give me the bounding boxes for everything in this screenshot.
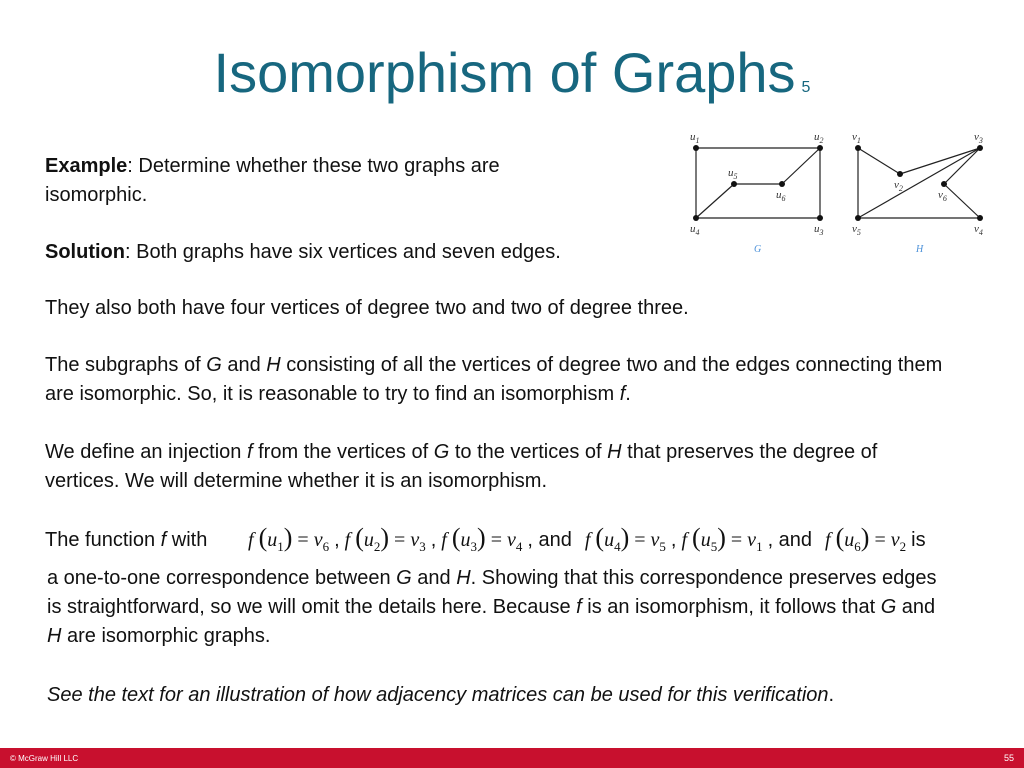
domain-index: 6 <box>854 539 861 554</box>
graph-h-ref: H <box>456 567 471 589</box>
subgraphs-text-2: and <box>221 354 267 376</box>
correspondence-text-3: . Showing that this correspondence preserves edges is straightforward, so we will omit the details here. Because <box>47 567 937 618</box>
label-v2: $v_2$ <box>894 179 903 193</box>
label-u4: $u_4$ <box>690 223 700 237</box>
label-u3: $u_3$ <box>814 223 824 237</box>
range-var: v <box>650 529 660 551</box>
edge-v2-v3 <box>900 148 980 174</box>
correspondence-text-4: is an isomorphism, it follows that <box>581 596 881 618</box>
domain-var: u <box>700 529 711 551</box>
domain-index: 4 <box>614 539 621 554</box>
vertex-v5 <box>855 215 861 221</box>
degrees-paragraph: They also both have four vertices of degree two and two of degree three. <box>45 297 689 319</box>
close-paren: ) <box>477 523 486 552</box>
graph-g-ref: G <box>206 354 222 376</box>
domain-var: u <box>363 529 374 551</box>
edge-u4-u5 <box>696 184 734 218</box>
domain-var: u <box>604 529 615 551</box>
vertex-v3 <box>977 145 983 151</box>
separator: , and <box>767 529 813 551</box>
injection-text-4: that preserves the degree of vertices. We will determine whether it is an isomorphism. <box>45 441 878 492</box>
function-intro-text-2: with <box>166 529 208 551</box>
range-var: v <box>506 529 516 551</box>
graph-g-caption: G <box>754 244 762 255</box>
vertex-v4 <box>977 215 983 221</box>
separator: , <box>430 529 437 551</box>
label-u1: $u_1$ <box>690 131 700 145</box>
correspondence-text-1: a one-to-one correspondence between <box>47 567 397 589</box>
copyright-text: © McGraw Hill LLC <box>10 754 79 763</box>
edge-v1-v2 <box>858 148 900 174</box>
function-f-ref: f <box>246 441 253 463</box>
graph-g-ref: G <box>396 567 412 589</box>
domain-var: u <box>460 529 471 551</box>
page-number: 55 <box>1003 753 1014 763</box>
injection-text-2: from the vertices of <box>252 441 434 463</box>
label-u2: $u_2$ <box>814 131 824 145</box>
separator: , and <box>527 529 572 551</box>
title-superscript: 5 <box>801 79 811 96</box>
mapping-formula <box>248 518 926 567</box>
vertex-u3 <box>817 215 823 221</box>
solution-paragraph <box>45 238 685 267</box>
subgraphs-text-3: consisting of all the vertices of degree two and the edges connecting them are isomorphic. So, it is reasonable to try to find an isomorphism <box>45 354 943 405</box>
solution-label: Solution <box>45 241 125 263</box>
domain-index: 1 <box>277 539 284 554</box>
range-var: v <box>747 529 757 551</box>
function-symbol: f <box>441 529 447 551</box>
graph-g-ref: G <box>433 441 450 463</box>
correspondence-text-2: and <box>411 567 457 589</box>
function-symbol: f <box>584 529 591 551</box>
close-paren: ) <box>860 523 870 552</box>
open-paren: ( <box>692 523 701 552</box>
slide-title <box>0 38 1024 123</box>
injection-text-1: We define an injection <box>45 441 247 463</box>
domain-index: 5 <box>710 539 718 554</box>
function-symbol: f <box>248 529 254 551</box>
range-index: 5 <box>659 539 666 554</box>
label-u5: $u_5$ <box>728 167 738 181</box>
function-intro <box>45 526 207 555</box>
mapping-item: f $(u_4) = v_5$ , <box>584 523 677 554</box>
solution-text: : Both graphs have six vertices and seven edges. <box>124 241 561 263</box>
vertex-u2 <box>817 145 823 151</box>
graph-g-edges <box>696 148 820 218</box>
domain-index: 3 <box>470 539 478 554</box>
graph-h-ref: H <box>47 625 62 647</box>
close-paren: ) <box>283 523 293 552</box>
vertex-v1 <box>855 145 861 151</box>
function-symbol: f <box>344 529 351 551</box>
subgraphs-paragraph <box>45 351 945 409</box>
injection-paragraph <box>45 438 945 496</box>
mapping-item: f $(u_1) = v_6$ , <box>248 523 340 554</box>
range-var: v <box>410 529 420 551</box>
vertex-u4 <box>693 215 699 221</box>
edge-u2-u6 <box>782 148 820 184</box>
open-paren: ( <box>258 523 268 552</box>
close-paren: ) <box>717 523 726 552</box>
mapping-item: f $(u_3) = v_4$ , and <box>441 523 572 554</box>
range-var: v <box>313 529 323 551</box>
correspondence-text-6: are isomorphic graphs. <box>61 625 271 647</box>
function-f-ref: f <box>160 529 167 551</box>
correspondence-paragraph <box>47 564 947 651</box>
range-index: 4 <box>515 539 523 554</box>
label-v3: $v_3$ <box>974 131 983 145</box>
example-label: Example <box>45 155 128 177</box>
mapping-item: f $(u_2) = v_3$ , <box>344 523 437 554</box>
vertex-u6 <box>779 181 785 187</box>
range-index: 2 <box>899 539 907 554</box>
subgraphs-text-4: . <box>625 383 631 405</box>
vertex-v2 <box>897 171 903 177</box>
range-index: 1 <box>756 539 763 554</box>
label-v4: $v_4$ <box>974 223 983 237</box>
mapping-item: f $(u_5) = v_1$ , and <box>681 523 813 554</box>
open-paren: ( <box>451 523 461 552</box>
function-intro-text-1: The function <box>45 529 161 551</box>
graph-g-vertices <box>693 145 823 221</box>
edge-v3-v5 <box>858 148 980 218</box>
close-paren: ) <box>620 523 630 552</box>
vertex-u5 <box>731 181 737 187</box>
vertex-u1 <box>693 145 699 151</box>
function-f-ref: f <box>576 596 582 618</box>
open-paren: ( <box>835 523 845 552</box>
graph-h-edges <box>858 148 980 218</box>
label-v5: $v_5$ <box>852 223 861 237</box>
open-paren: ( <box>355 523 364 552</box>
close-paren: ) <box>380 523 390 552</box>
footer-bar <box>0 748 1024 768</box>
note-italic-text: See the text for an illustration of how adjacency matrices can be used for this verification <box>47 684 829 706</box>
example-text: : Determine whether these two graphs are isomorphic. <box>45 155 500 206</box>
range-var: v <box>890 529 900 551</box>
graph-h-ref: H <box>607 441 622 463</box>
slide-title-text: Isomorphism of Graphs <box>213 41 796 104</box>
label-v1: $v_1$ <box>852 131 861 145</box>
separator: , <box>334 529 340 551</box>
domain-var: u <box>267 529 278 551</box>
separator: is <box>911 529 926 551</box>
domain-index: 2 <box>373 539 381 554</box>
correspondence-text-5: and <box>896 596 936 618</box>
mapping-item: f $(u_6) = v_2$ is <box>825 523 926 554</box>
function-symbol: f <box>681 529 688 551</box>
graph-g-ref: G <box>880 596 897 618</box>
note-paragraph <box>47 681 1007 710</box>
function-f-ref: f <box>619 383 626 405</box>
subgraphs-text-1: The subgraphs of <box>45 354 207 376</box>
range-index: 6 <box>322 539 330 554</box>
vertex-v6 <box>941 181 947 187</box>
injection-text-3: to the vertices of <box>449 441 608 463</box>
separator: , <box>670 529 677 551</box>
edge-v6-v4 <box>944 184 980 218</box>
graph-h-caption: H <box>916 244 924 255</box>
label-u6: $u_6$ <box>776 189 786 203</box>
example-paragraph <box>45 152 565 210</box>
range-index: 3 <box>419 539 426 554</box>
label-v6: $v_6$ <box>938 189 947 203</box>
graph-h-ref: H <box>266 354 281 376</box>
open-paren: ( <box>595 523 605 552</box>
note-end: . <box>828 684 835 706</box>
domain-var: u <box>844 529 855 551</box>
function-symbol: f <box>825 529 831 551</box>
graphs-figure <box>684 126 994 258</box>
